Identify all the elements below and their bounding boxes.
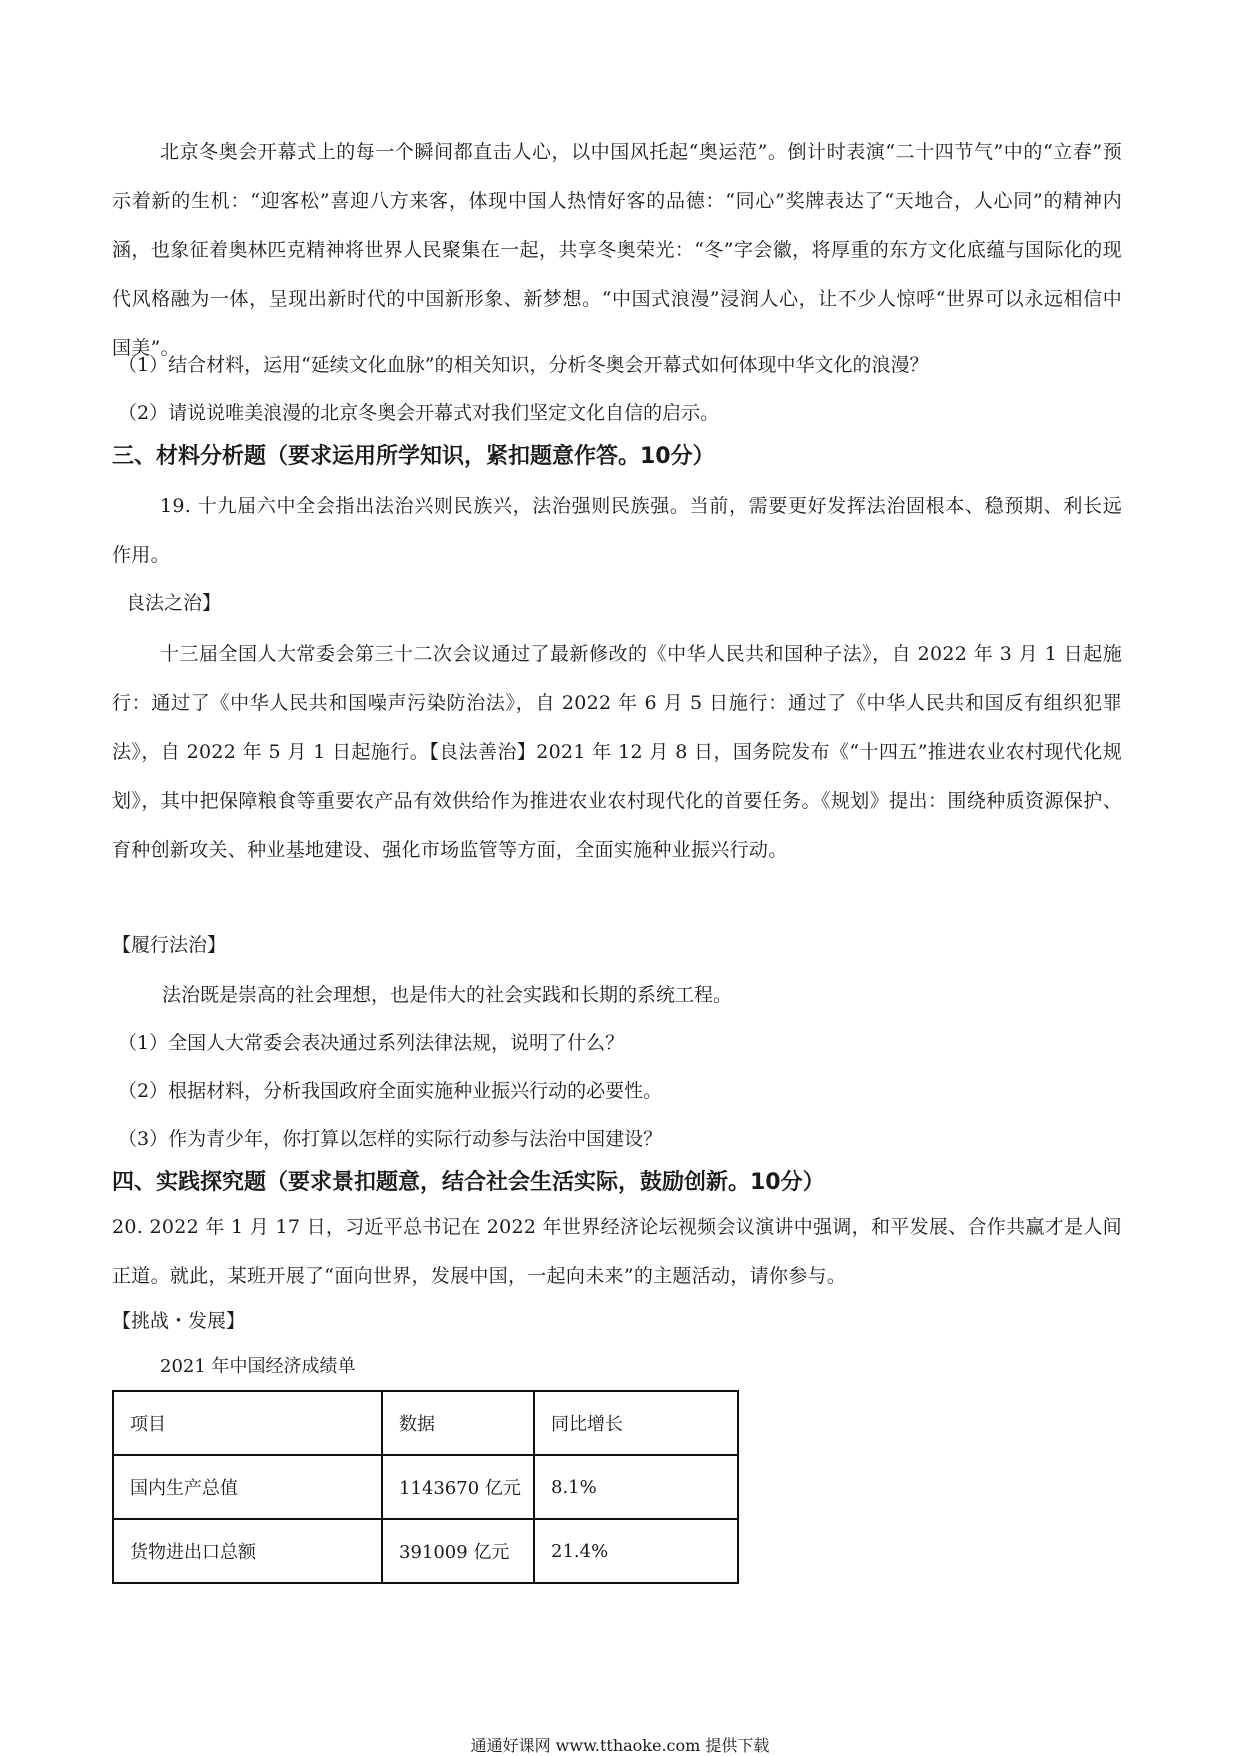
q19-sub3: （3）作为青少年，你打算以怎样的实际行动参与法治中国建设？ [118, 1128, 663, 1150]
table-cell: 391009 亿元 [382, 1519, 534, 1583]
table-cell: 8.1% [534, 1455, 738, 1519]
passage-intro: 北京冬奥会开幕式上的每一个瞬间都直击人心，以中国风托起“奥运范”。倒计时表演“二十四节气”中的“立春”预示着新的生机：“迎客松”喜迎八方来客，体现中国人热情好客的品德：“同心”奖牌表达了“天地合，人心同”的精神内涵，也象征着奥林匹克精神将世界人民聚集在一起，共享冬奥荣光：“冬”字会徽，将厚重的东方文化底蕴与国际化的现代风格融为一体，呈现出新时代的中国新形象、新梦想。“中国式浪漫”浸润人心，让不少人惊呼“世界可以永远相信中国美”。 [112, 141, 1122, 359]
q20-tag-challenge: 【挑战・发展】 [112, 1310, 246, 1332]
section-4-heading: 四、实践探究题（要求景扣题意，结合社会生活实际，鼓励创新。10分） [112, 1170, 825, 1195]
table-header-cell: 同比增长 [534, 1391, 738, 1455]
economic-results-table [112, 1390, 739, 1584]
q19-line2: 法治既是崇高的社会理想，也是伟大的社会实践和长期的系统工程。 [162, 984, 733, 1006]
q19-tag-rule-of-law: 【履行法治】 [112, 934, 227, 956]
table-header-cell: 项目 [113, 1391, 382, 1455]
table-caption: 2021 年中国经济成绩单 [160, 1356, 356, 1377]
q19-intro: 19. 十九届六中全会指出法治兴则民族兴，法治强则民族强。当前，需要更好发挥法治固根本、稳预期、利长远作用。 [112, 495, 1122, 566]
q19-sub2: （2）根据材料，分析我国政府全面实施种业振兴行动的必要性。 [118, 1080, 663, 1102]
q20-intro: 20. 2022 年 1 月 17 日，习近平总书记在 2022 年世界经济论坛视频会议演讲中强调，和平发展、合作共赢才是人间正道。就此，某班开展了“面向世界，发展中国，一起向未来”的主题活动，请你参与。 [112, 1216, 1122, 1287]
table-header-row [113, 1391, 738, 1455]
q19-sub1: （1）全国人大常委会表决通过系列法律法规，说明了什么？ [118, 1032, 625, 1054]
page-footer: 通通好课网 www.tthaoke.com 提供下载 [470, 1736, 770, 1755]
q18-sub1: （1）结合材料，运用“延续文化血脉”的相关知识，分析冬奥会开幕式如何体现中华文化的浪漫？ [118, 354, 929, 376]
section-3-heading: 三、材料分析题（要求运用所学知识，紧扣题意作答。10分） [112, 444, 715, 469]
table-row [113, 1455, 738, 1519]
q18-sub2: （2）请说说唯美浪漫的北京冬奥会开幕式对我们坚定文化自信的启示。 [118, 402, 720, 424]
table-cell: 货物进出口总额 [113, 1519, 382, 1583]
q19-tag-good-law: 良法之治】 [126, 592, 222, 614]
table-cell: 国内生产总值 [113, 1455, 382, 1519]
table-cell: 1143670 亿元 [382, 1455, 534, 1519]
table-row [113, 1519, 738, 1583]
table-header-cell: 数据 [382, 1391, 534, 1455]
table-cell: 21.4% [534, 1519, 738, 1583]
q19-material: 十三届全国人大常委会第三十二次会议通过了最新修改的《中华人民共和国种子法》，自 2022 年 3 月 1 日起施行：通过了《中华人民共和国噪声污染防治法》，自 2022 年 6 月 5 日施行：通过了《中华人民共和国反有组织犯罪法》，自 2022 年 5 月 1 日起施行。【良法善治】2021 年 12 月 8 日，国务院发布《“十四五”推进农业农村现代化规划》，其中把保障粮食等重要农产品有效供给作为推进农业农村现代化的首要任务。《规划》提出：围绕种质资源保护、育种创新攻关、种业基地建设、强化市场监管等方面，全面实施种业振兴行动。 [112, 643, 1122, 861]
